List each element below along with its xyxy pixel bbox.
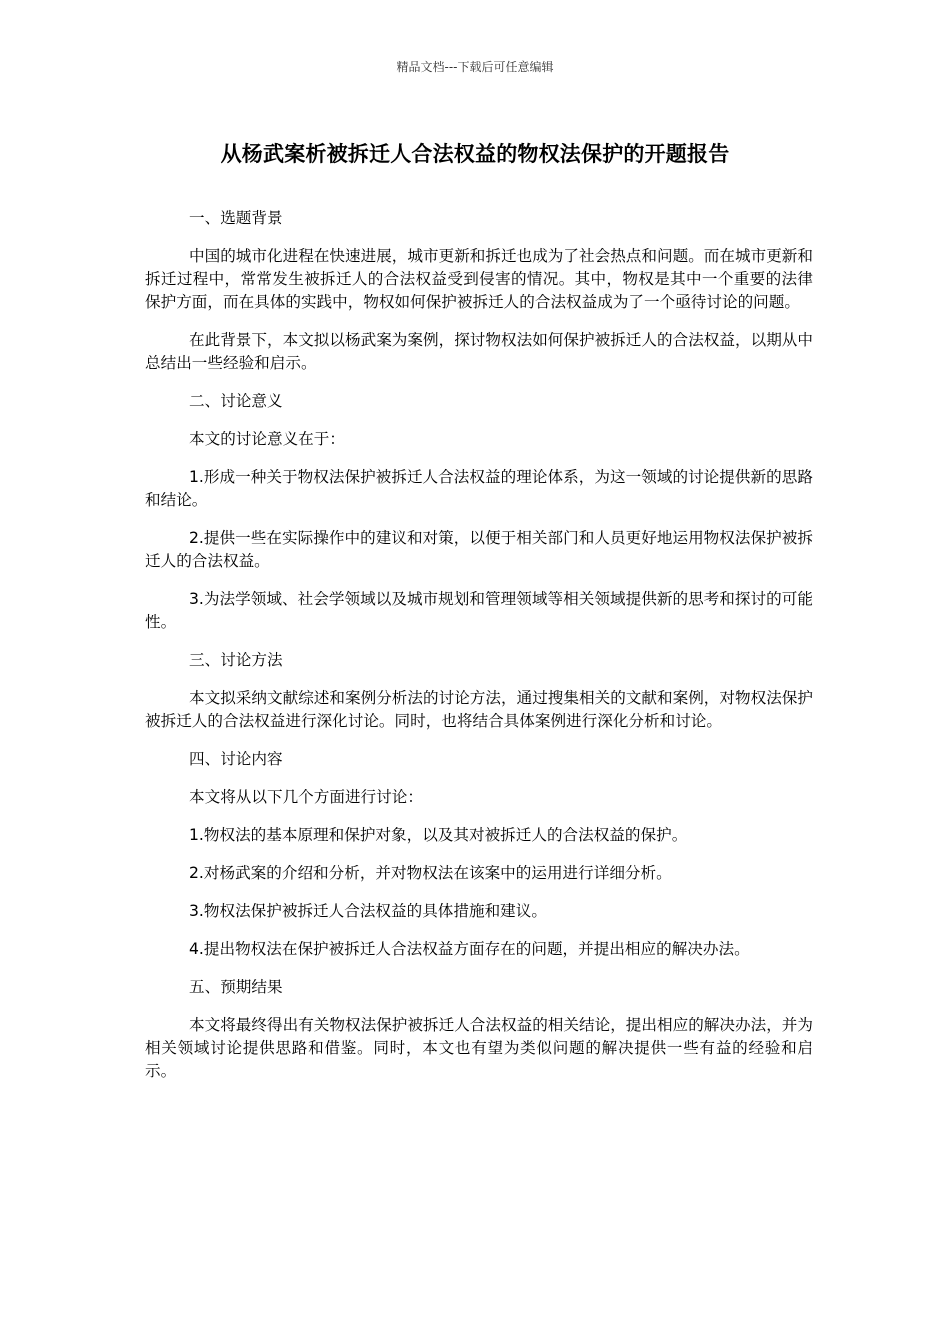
section-heading-method: 三、讨论方法 bbox=[189, 651, 283, 669]
list-item: 3.为法学领域、社会学领域以及城市规划和管理领域等相关领域提供新的思考和探讨的可能性。 bbox=[145, 590, 813, 631]
paragraph: 本文将从以下几个方面进行讨论： bbox=[189, 788, 423, 806]
paragraph: 中国的城市化进程在快速进展，城市更新和拆迁也成为了社会热点和问题。而在城市更新和拆迁过程中，常常发生被拆迁人的合法权益受到侵害的情况。其中，物权是其中一个重要的法律保护方面，而在具体的实践中，物权如何保护被拆迁人的合法权益成为了一个亟待讨论的问题。 bbox=[145, 247, 813, 311]
list-item: 1.形成一种关于物权法保护被拆迁人合法权益的理论体系，为这一领域的讨论提供新的思路和结论。 bbox=[145, 468, 813, 509]
list-item: 2.提供一些在实际操作中的建议和对策，以便于相关部门和人员更好地运用物权法保护被拆迁人的合法权益。 bbox=[145, 529, 813, 570]
page-header: 精品文档---下载后可任意编辑 bbox=[396, 60, 554, 74]
list-item: 3.物权法保护被拆迁人合法权益的具体措施和建议。 bbox=[189, 902, 547, 920]
list-item: 2.对杨武案的介绍和分析，并对物权法在该案中的运用进行详细分析。 bbox=[189, 864, 672, 882]
paragraph: 本文将最终得出有关物权法保护被拆迁人合法权益的相关结论，提出相应的解决办法，并为相关领域讨论提供思路和借鉴。同时，本文也有望为类似问题的解决提供一些有益的经验和启示。 bbox=[145, 1016, 813, 1080]
paragraph: 在此背景下，本文拟以杨武案为案例，探讨物权法如何保护被拆迁人的合法权益，以期从中总结出一些经验和启示。 bbox=[145, 331, 813, 372]
section-heading-expected-results: 五、预期结果 bbox=[189, 978, 283, 996]
section-heading-content: 四、讨论内容 bbox=[189, 750, 283, 768]
paragraph: 本文的讨论意义在于： bbox=[189, 430, 345, 448]
document-body bbox=[145, 207, 813, 1098]
list-item: 4.提出物权法在保护被拆迁人合法权益方面存在的问题，并提出相应的解决办法。 bbox=[189, 940, 750, 958]
document-title: 从杨武案析被拆迁人合法权益的物权法保护的开题报告 bbox=[220, 142, 730, 166]
paragraph: 本文拟采纳文献综述和案例分析法的讨论方法，通过搜集相关的文献和案例，对物权法保护被拆迁人的合法权益进行深化讨论。同时，也将结合具体案例进行深化分析和讨论。 bbox=[145, 689, 813, 730]
section-heading-background: 一、选题背景 bbox=[189, 209, 283, 227]
section-heading-significance: 二、讨论意义 bbox=[189, 392, 283, 410]
list-item: 1.物权法的基本原理和保护对象，以及其对被拆迁人的合法权益的保护。 bbox=[189, 826, 688, 844]
